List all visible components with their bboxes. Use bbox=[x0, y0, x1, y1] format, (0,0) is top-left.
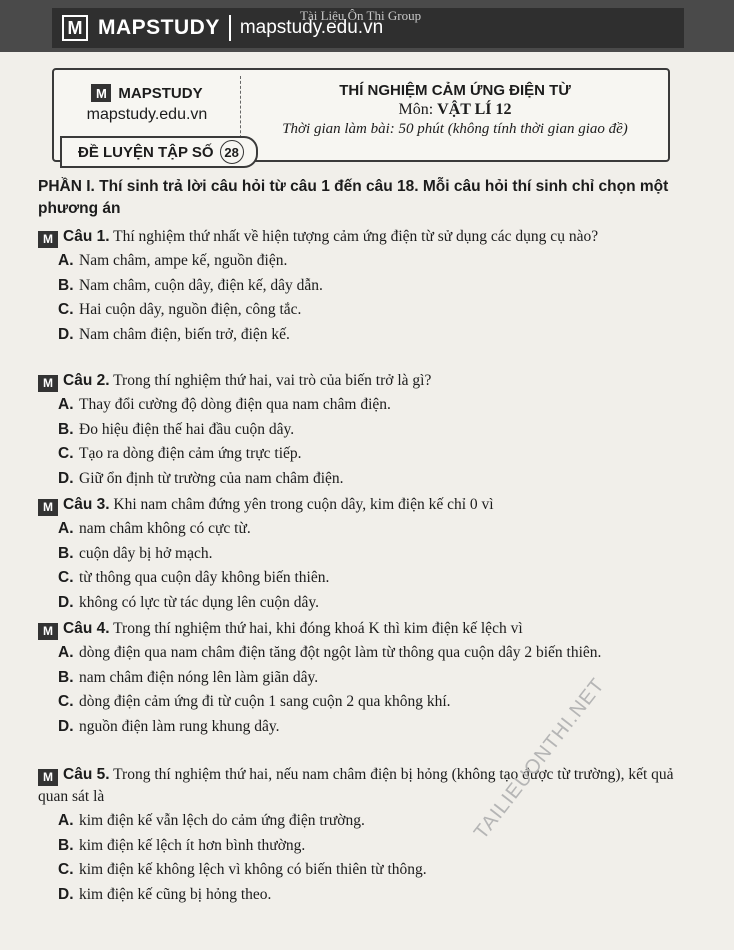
question-3 bbox=[38, 494, 698, 616]
question-text: Thí nghiệm thứ nhất về hiện tượng cảm ứng điện từ sử dụng các dụng cụ nào? bbox=[113, 228, 599, 245]
option-letter: D. bbox=[58, 717, 74, 735]
option-d bbox=[58, 716, 698, 739]
option-text: nam châm không có cực từ. bbox=[79, 520, 251, 537]
option-letter: B. bbox=[58, 276, 74, 294]
part-title: PHẦN I. Thí sinh trả lời câu hỏi từ câu 1 đến câu 18. Mỗi câu hỏi thí sinh chỉ chọn một phương án bbox=[38, 178, 669, 217]
option-text: dòng điện cảm ứng đi từ cuộn 1 sang cuộn 2 qua không khí. bbox=[79, 693, 451, 710]
question-text: Trong thí nghiệm thứ hai, nếu nam châm điện bị hỏng (không tạo được từ trường), kết quả quan sát là bbox=[38, 766, 674, 805]
option-c bbox=[58, 567, 698, 590]
question-stem bbox=[38, 370, 698, 392]
option-d bbox=[58, 592, 698, 615]
header-info-block bbox=[242, 70, 668, 138]
option-text: kim điện kế cũng bị hỏng theo. bbox=[79, 885, 272, 903]
option-c bbox=[58, 299, 698, 322]
question-stem bbox=[38, 764, 698, 808]
option-text: nguồn điện làm rung khung dây. bbox=[79, 717, 280, 735]
option-a bbox=[58, 810, 698, 833]
option-list bbox=[58, 394, 698, 490]
option-text: nam châm điện nóng lên làm giãn dây. bbox=[79, 668, 319, 686]
option-letter: C. bbox=[58, 569, 74, 586]
option-letter: B. bbox=[58, 544, 74, 562]
option-text: Giữ ổn định từ trường của nam châm điện. bbox=[79, 469, 344, 487]
exam-title: THÍ NGHIỆM CẢM ỨNG ĐIỆN TỪ bbox=[339, 82, 571, 99]
option-letter: D. bbox=[58, 593, 74, 611]
option-letter: B. bbox=[58, 668, 74, 686]
option-a bbox=[58, 250, 698, 273]
exam-time: Thời gian làm bài: 50 phút (không tính thời gian giao đề) bbox=[282, 121, 628, 137]
option-letter: A. bbox=[58, 252, 74, 269]
option-list bbox=[58, 518, 698, 614]
question-marker-icon: M bbox=[38, 231, 58, 248]
option-letter: B. bbox=[58, 420, 74, 438]
banner-brand: MAPSTUDY bbox=[98, 16, 220, 39]
option-c bbox=[58, 859, 698, 882]
question-stem bbox=[38, 494, 698, 516]
option-d bbox=[58, 884, 698, 907]
top-watermark: Tài Liệu Ôn Thi Group bbox=[300, 8, 422, 23]
question-stem bbox=[38, 226, 698, 248]
question-stem bbox=[38, 618, 698, 640]
option-c bbox=[58, 443, 698, 466]
option-a bbox=[58, 518, 698, 541]
option-letter: D. bbox=[58, 885, 74, 903]
option-letter: A. bbox=[58, 644, 74, 661]
option-text: không có lực từ tác dụng lên cuộn dây. bbox=[79, 593, 320, 611]
top-banner bbox=[0, 0, 734, 52]
option-letter: A. bbox=[58, 520, 74, 537]
option-list bbox=[58, 250, 698, 346]
option-b bbox=[58, 543, 698, 566]
option-letter: B. bbox=[58, 836, 74, 854]
exam-subject bbox=[242, 101, 668, 119]
option-text: Đo hiệu điện thế hai đầu cuộn dây. bbox=[79, 420, 295, 438]
question-text: Trong thí nghiệm thứ hai, khi đóng khoá K thì kim điện kế lệch vì bbox=[113, 620, 523, 637]
option-text: Nam châm, cuộn dây, điện kế, dây dẫn. bbox=[79, 276, 323, 294]
practice-badge bbox=[60, 136, 258, 168]
option-d bbox=[58, 468, 698, 491]
option-b bbox=[58, 419, 698, 442]
option-letter: C. bbox=[58, 445, 74, 462]
question-label: Câu 2. bbox=[63, 372, 110, 389]
banner-url: mapstudy.edu.vn bbox=[239, 17, 384, 38]
question-marker-icon: M bbox=[38, 623, 58, 640]
question-text: Trong thí nghiệm thứ hai, vai trò của biến trở là gì? bbox=[113, 372, 432, 389]
question-marker-icon: M bbox=[38, 375, 58, 392]
option-letter: A. bbox=[58, 396, 74, 413]
option-letter: D. bbox=[58, 469, 74, 487]
diagonal-watermark: TAILIEUONTHI.NET bbox=[470, 674, 610, 844]
question-text: Khi nam châm đứng yên trong cuộn dây, kim điện kế chỉ 0 vì bbox=[113, 496, 494, 513]
question-marker-icon: M bbox=[38, 499, 58, 516]
option-letter: C. bbox=[58, 301, 74, 318]
badge-label: ĐỀ LUYỆN TẬP SỐ bbox=[78, 143, 214, 161]
mapstudy-logo-icon: M bbox=[62, 15, 88, 41]
option-b bbox=[58, 835, 698, 858]
option-text: dòng điện qua nam châm điện tăng đột ngột làm từ thông qua cuộn dây 2 biến thiên. bbox=[79, 644, 602, 661]
option-text: Tạo ra dòng điện cảm ứng trực tiếp. bbox=[79, 445, 302, 462]
question-marker-icon: M bbox=[38, 769, 58, 786]
option-text: Thay đổi cường độ dòng điện qua nam châm điện. bbox=[79, 396, 391, 413]
banner-separator bbox=[229, 15, 231, 41]
option-text: kim điện kế lệch ít hơn bình thường. bbox=[79, 836, 306, 854]
option-text: kim điện kế không lệch vì không có biến thiên từ thông. bbox=[79, 861, 427, 878]
subject-name: VẬT LÍ 12 bbox=[437, 101, 512, 118]
question-label: Câu 5. bbox=[63, 766, 110, 783]
option-letter: D. bbox=[58, 325, 74, 343]
header-url: mapstudy.edu.vn bbox=[86, 106, 208, 123]
question-2 bbox=[38, 370, 698, 492]
question-label: Câu 1. bbox=[63, 228, 110, 245]
question-label: Câu 3. bbox=[63, 496, 110, 513]
option-text: Nam châm, ampe kế, nguồn điện. bbox=[79, 252, 288, 269]
option-letter: A. bbox=[58, 812, 74, 829]
badge-number: 28 bbox=[220, 140, 244, 164]
option-letter: C. bbox=[58, 861, 74, 878]
question-1 bbox=[38, 226, 698, 348]
option-a bbox=[58, 394, 698, 417]
question-label: Câu 4. bbox=[63, 620, 110, 637]
option-text: Hai cuộn dây, nguồn điện, công tắc. bbox=[79, 301, 302, 318]
option-letter: C. bbox=[58, 693, 74, 710]
option-d bbox=[58, 324, 698, 347]
header-brand bbox=[54, 84, 240, 102]
option-text: cuộn dây bị hở mạch. bbox=[79, 544, 213, 562]
option-a bbox=[58, 642, 698, 665]
option-list bbox=[58, 810, 698, 906]
mapstudy-small-logo-icon: M bbox=[91, 84, 111, 102]
option-text: kim điện kế vẫn lệch do cảm ứng điện trường. bbox=[79, 812, 365, 829]
option-text: Nam châm điện, biến trở, điện kế. bbox=[79, 325, 290, 343]
option-b bbox=[58, 275, 698, 298]
question-5 bbox=[38, 764, 698, 908]
subject-label: Môn: bbox=[398, 101, 434, 118]
option-text: từ thông qua cuộn dây không biến thiên. bbox=[79, 569, 330, 586]
header-brand-text: MAPSTUDY bbox=[118, 84, 203, 102]
